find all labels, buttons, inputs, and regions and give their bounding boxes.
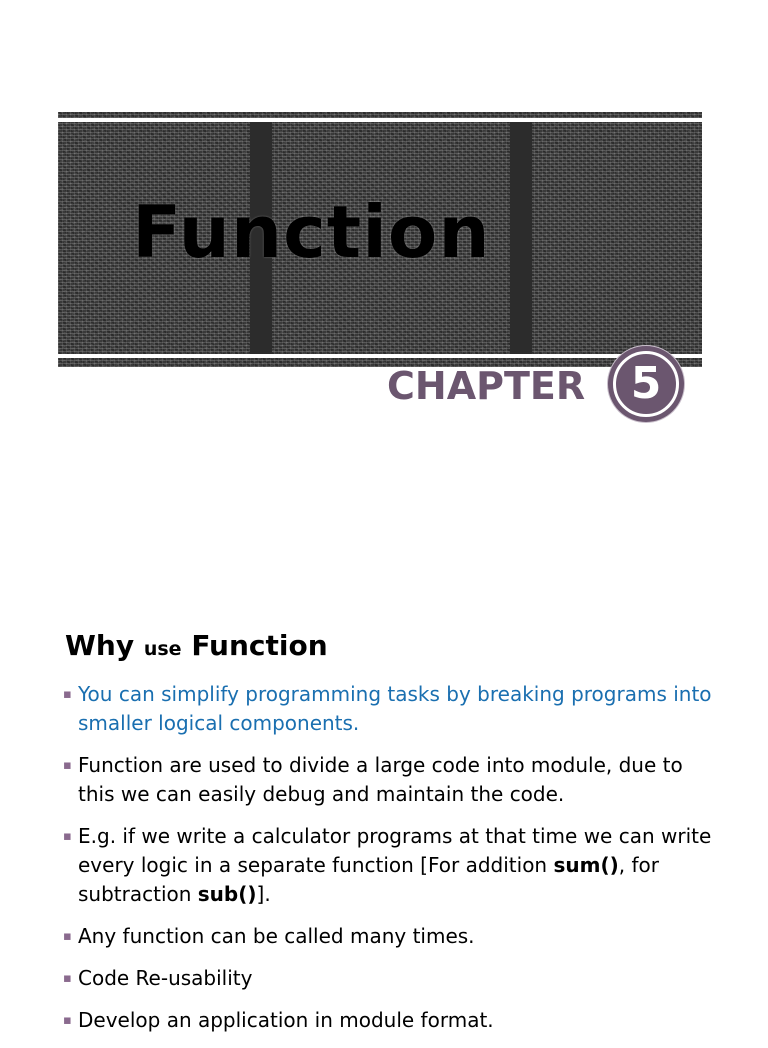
chapter-number: 5 bbox=[630, 358, 662, 409]
bullet-text: Function are used to divide a large code into module, due to this we can easily debug and maintain the code. bbox=[78, 753, 683, 806]
bullet-item bbox=[62, 1006, 712, 1035]
heading-word-function: Function bbox=[191, 629, 328, 662]
bullet-marker-icon: ▪ bbox=[63, 1013, 72, 1028]
bullet-text: You can simplify programming tasks by breaking programs into smaller logical components. bbox=[78, 682, 712, 735]
bullet-marker-icon: ▪ bbox=[63, 758, 72, 773]
bullet-item bbox=[62, 680, 712, 738]
heading-word-why: Why bbox=[65, 629, 135, 662]
banner-top-rule bbox=[58, 118, 702, 122]
bullet-item bbox=[62, 822, 712, 909]
bullet-text-c: ]. bbox=[256, 882, 271, 906]
bullet-list bbox=[62, 680, 712, 1048]
bullet-item bbox=[62, 751, 712, 809]
bullet-text-b: , for subtraction bbox=[78, 853, 659, 906]
code-sum: sum() bbox=[553, 853, 619, 877]
chapter-label: CHAPTER bbox=[387, 364, 586, 408]
heading-word-use: use bbox=[143, 638, 182, 660]
bullet-marker-icon: ▪ bbox=[63, 929, 72, 944]
bullet-marker-icon: ▪ bbox=[63, 971, 72, 986]
bullet-marker-icon: ▪ bbox=[63, 829, 72, 844]
banner-stripe bbox=[510, 122, 532, 354]
bullet-text: Develop an application in module format. bbox=[78, 1008, 494, 1032]
page-title: Function bbox=[132, 190, 491, 274]
bullet-item bbox=[62, 922, 712, 951]
banner-bottom-rule bbox=[58, 354, 702, 358]
section-heading bbox=[65, 628, 328, 667]
bullet-text: Code Re-usability bbox=[78, 966, 253, 990]
code-sub: sub() bbox=[197, 882, 257, 906]
chapter-number-badge bbox=[608, 346, 684, 422]
bullet-text-a: E.g. if we write a calculator programs at that time we can write every logic in a separate function [For addition bbox=[78, 824, 712, 877]
bullet-item bbox=[62, 964, 712, 993]
bullet-marker-icon: ▪ bbox=[63, 687, 72, 702]
bullet-text: Any function can be called many times. bbox=[78, 924, 475, 948]
